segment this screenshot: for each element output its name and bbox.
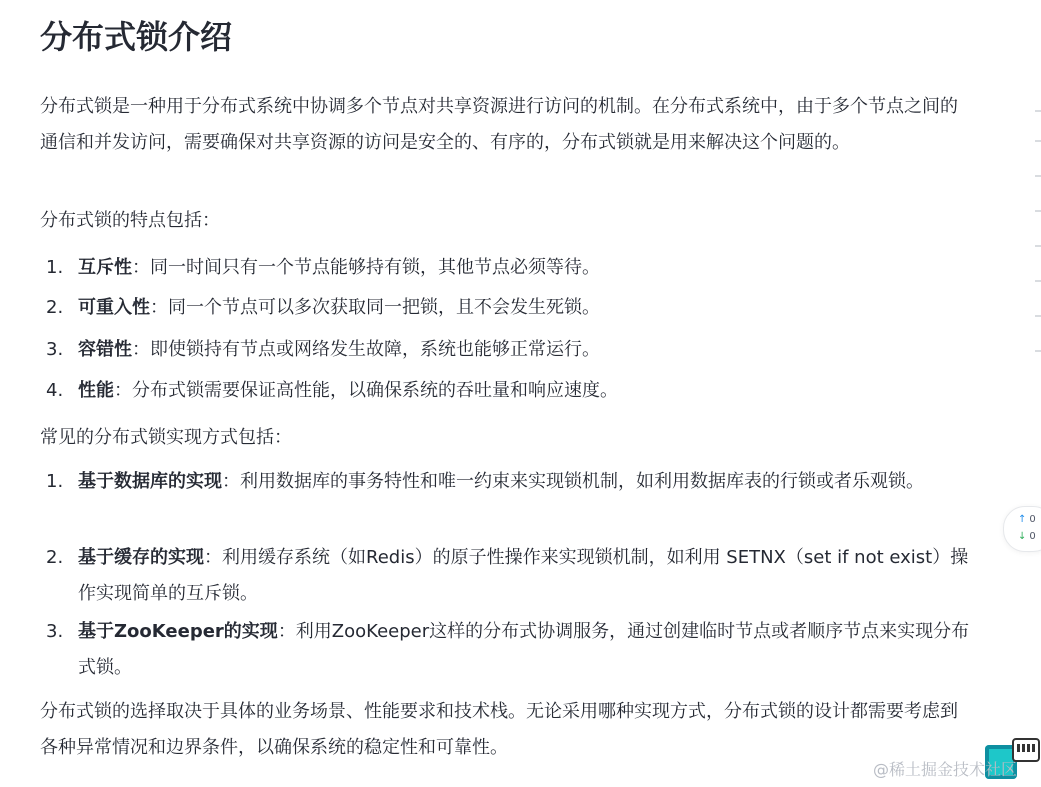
list-item (40, 464, 980, 500)
list-item (40, 332, 980, 368)
features-heading: 分布式锁的特点包括： (40, 210, 220, 231)
list-number: 1. (46, 471, 64, 492)
item-desc: ：同一时间只有一个节点能够持有锁，其他节点必须等待。 (132, 257, 600, 278)
item-term: 性能 (78, 380, 114, 401)
item-desc: ：即使锁持有节点或网络发生故障，系统也能够正常运行。 (132, 339, 600, 360)
toc-tick[interactable] (1035, 175, 1041, 177)
conclusion-paragraph: 分布式锁的选择取决于具体的业务场景、性能要求和技术栈。无论采用哪种实现方式，分布式锁的设计都需要考虑到各种异常情况和边界条件，以确保系统的稳定性和可靠性。 (40, 701, 958, 758)
list-number: 1. (46, 257, 64, 278)
item-desc: ：利用缓存系统（如Redis）的原子性操作来实现锁机制，如利用 SETNX（set if not exist）操作实现简单的互斥锁。 (78, 547, 969, 604)
list-item (40, 250, 980, 286)
toc-tick[interactable] (1035, 210, 1041, 212)
item-term: 基于缓存的实现 (78, 547, 204, 568)
toc-tick[interactable] (1035, 280, 1041, 282)
downvote-count: 0 (1029, 531, 1036, 542)
impl-heading: 常见的分布式锁实现方式包括： (40, 427, 292, 448)
item-term: 互斥性 (78, 257, 132, 278)
item-term: 容错性 (78, 339, 132, 360)
list-number: 3. (46, 621, 64, 642)
list-number: 4. (46, 380, 64, 401)
toc-tick[interactable] (1035, 110, 1041, 112)
arrow-up-icon: ↑ (1018, 514, 1027, 525)
toc-indicator[interactable] (1033, 100, 1041, 400)
list-item (40, 614, 980, 686)
list-item (40, 373, 980, 409)
item-term: 基于数据库的实现 (78, 471, 222, 492)
list-number: 2. (46, 297, 64, 318)
list-number: 3. (46, 339, 64, 360)
toc-tick[interactable] (1035, 350, 1041, 352)
list-item (40, 540, 980, 612)
watermark: @稀土掘金技术社区 (873, 760, 1018, 779)
list-number: 2. (46, 547, 64, 568)
upvote-count: 0 (1029, 514, 1036, 525)
item-desc: ：利用ZooKeeper这样的分布式协调服务，通过创建临时节点或者顺序节点来实现分布式锁。 (78, 621, 970, 678)
downvote-button[interactable] (1018, 529, 1036, 544)
item-term: 可重入性 (78, 297, 150, 318)
page-title: 分布式锁介绍 (40, 18, 233, 56)
vote-widget[interactable] (1003, 506, 1041, 552)
list-item (40, 290, 980, 326)
upvote-button[interactable] (1018, 512, 1036, 527)
item-desc: ：同一个节点可以多次获取同一把锁，且不会发生死锁。 (150, 297, 600, 318)
toc-tick[interactable] (1035, 315, 1041, 317)
toc-tick[interactable] (1035, 140, 1041, 142)
arrow-down-icon: ↓ (1018, 531, 1027, 542)
item-desc: ：分布式锁需要保证高性能，以确保系统的吞吐量和响应速度。 (114, 380, 618, 401)
toc-tick[interactable] (1035, 245, 1041, 247)
intro-paragraph: 分布式锁是一种用于分布式系统中协调多个节点对共享资源进行访问的机制。在分布式系统中，由于多个节点之间的通信和并发访问，需要确保对共享资源的访问是安全的、有序的，分布式锁就是用来解决这个问题的。 (40, 96, 958, 153)
item-term: 基于ZooKeeper的实现 (78, 621, 278, 642)
item-desc: ：利用数据库的事务特性和唯一约束来实现锁机制，如利用数据库表的行锁或者乐观锁。 (222, 471, 924, 492)
